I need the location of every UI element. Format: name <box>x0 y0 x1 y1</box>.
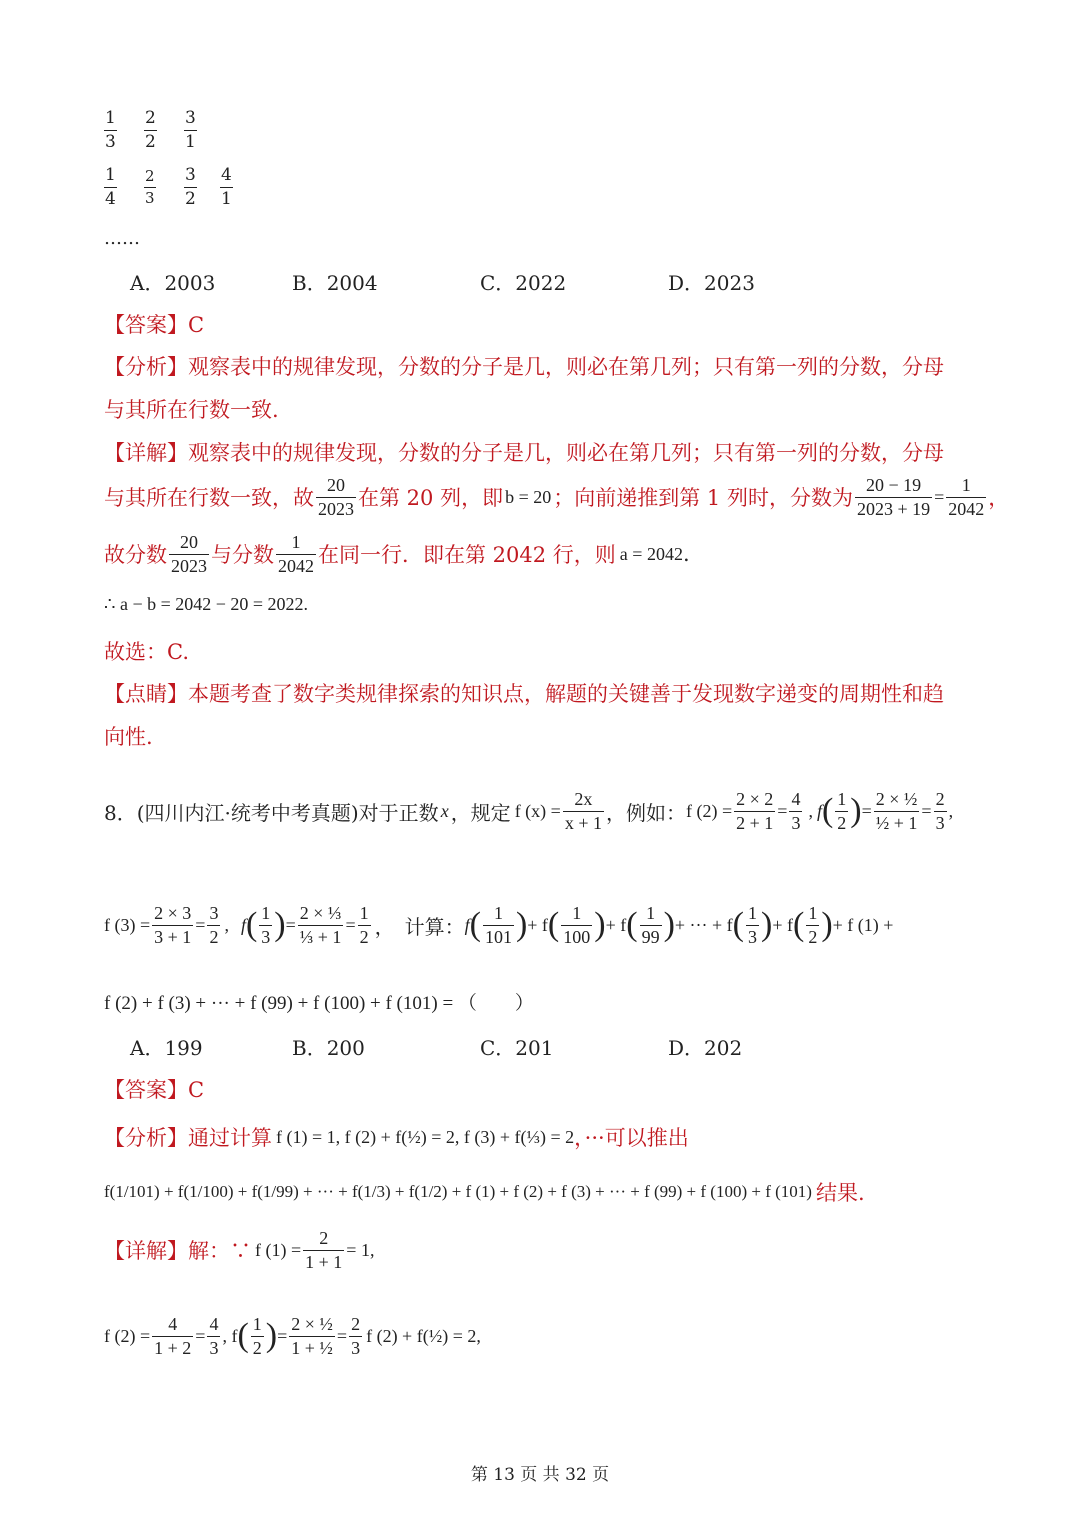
fraction-20-2023: 20 2023 <box>171 532 207 576</box>
option-c: C．201 <box>480 1036 554 1060</box>
equation: b = 20 <box>505 486 552 507</box>
q8-analysis <box>104 1112 689 1162</box>
table-fraction: 1 4 <box>105 165 116 209</box>
detail-text: 与其所在行数一致，故 <box>104 486 314 511</box>
fraction: $\frac{2 \times 2}{2 + 1}$ <box>736 788 774 833</box>
q7-comment-line2: 向性. <box>104 725 153 749</box>
detail-text: 与分数 <box>211 543 274 568</box>
detail-text: 观察表中的规律发现，分数的分子是几，则必在第几列；只有第一列的分数，分母 <box>188 441 944 465</box>
q7-analysis-line1 <box>104 351 944 381</box>
analysis-label: 【分析】 <box>104 355 188 379</box>
detail-label: 【详解】 <box>104 1239 188 1263</box>
table-fraction: 4 1 <box>221 165 232 209</box>
page-footer: 第 13 页 共 32 页 <box>470 1465 610 1485</box>
q8-detail-line2: f (2) = $\frac{4}{1 + 2}$ = $\frac{4}{3}$ , f ( 1 2 ) = $\frac{\text{2 × ½}}{\text{1 + ½}}$ = $\frac{2}{3}$ f (2) + f(½) = 2, <box>104 1313 481 1358</box>
equation: a = 2042 <box>619 543 683 564</box>
option-b: B．200 <box>292 1036 365 1060</box>
q7-detail-line2: 与其所在行数一致，故 20 2023 在第 20 列，即 b = 20 ；向前递推到第 1 列时，分数为 $\frac{20 - 19}{2023 + 19}$ = $\frac{1}{2042}$ ， <box>104 475 1010 519</box>
q8-stem: 8．(四川内江·统考中考真题)对于正数 x ，规定 f (x) = $\frac{2x}{x + 1}$ ，例如： f (2) = $\frac{2 \times 2}{2 + 1}$ = $\frac{4}{3}$ , f ( 1 2 ) = $\frac{\text{2 × ½}}{\text{½ + 1}}$ = $\frac{2}{3}$ , <box>104 788 954 833</box>
analysis-text: 观察表中的规律发现，分数的分子是几，则必在第几列；只有第一列的分数，分母 <box>188 355 944 379</box>
fraction: $\frac{4}{3}$ <box>791 788 801 833</box>
answer-label: 【答案】 <box>104 313 188 337</box>
q7-choose: 故选：C. <box>104 640 189 664</box>
question-number: 8．(四川内江·统考中考真题)对于正数 <box>104 800 439 825</box>
detail-label: 【详解】 <box>104 441 188 465</box>
fraction-diff: $\frac{20 - 19}{2023 + 19}$ <box>856 475 931 519</box>
fraction: $\frac{2}{3}$ <box>935 788 945 833</box>
q7-comment-line1 <box>104 678 944 708</box>
answer-value: C <box>188 1078 205 1102</box>
q7-detail-line3: 故分数 20 2023 与分数 1 2042 在同一行．即在第 2042 行，则 a = 2042 . <box>104 532 690 576</box>
option-b: B．2004 <box>292 271 378 295</box>
table-fraction: 1 3 <box>105 108 116 152</box>
fraction-1-2042: 1 2042 <box>278 532 314 576</box>
function-def: f (x) = <box>514 800 561 821</box>
option-a: A．199 <box>130 1036 203 1060</box>
answer-value: C <box>188 313 205 337</box>
detail-text: ；向前递推到第 1 列时，分数为 <box>553 486 853 511</box>
sum-expression: f(1/101) + f(1/100) + f(1/99) + ··· + f(1/3) + f(1/2) + f (1) + f (2) + f (3) + ··· + f (99) + f (100) + f (101) <box>104 1182 812 1201</box>
table-fraction: 3 1 <box>185 108 196 152</box>
ellipsis: …… <box>104 228 140 249</box>
analysis-text: ，···可以推出 <box>574 1126 689 1150</box>
q8-examples: f (3) = $\frac{2 \times 3}{3 + 1}$ = $\frac{3}{2}$ , f ( 1 3 ) = $\frac{\text{2 × ⅓}}{\text{⅓ + 1}}$ = $\frac{1}{2}$ ， 计算： f ( 1 101 ) + f ( 1 100 ) + f ( 1 99 ) + ··· + f ( 1 3 ) + f ( 1 2 ) + f (1) + <box>104 902 894 947</box>
q8-analysis-sum <box>104 1166 865 1218</box>
detail-text: 在同一行．即在第 2042 行，则 <box>318 543 616 568</box>
option-a: A．2003 <box>130 271 216 295</box>
analysis-result: 结果. <box>815 1181 865 1205</box>
analysis-text: 通过计算 <box>188 1126 272 1150</box>
q8-sum-line2: f (2) + f (3) + ··· + f (99) + f (100) + f (101) = （ ） <box>104 993 534 1014</box>
q7-answer <box>104 309 204 339</box>
fraction: $\frac{2x}{x + 1}$ <box>564 788 602 833</box>
table-fraction: 3 2 <box>185 165 196 209</box>
table-fraction: 2 2 <box>145 108 156 152</box>
analysis-label: 【分析】 <box>104 1126 188 1150</box>
analysis-expression: f (1) = 1, f (2) + f(½) = 2, f (3) + f(⅓) = 2 <box>276 1126 575 1147</box>
fraction-1-2042: $\frac{1}{2042}$ <box>948 475 985 519</box>
option-d: D．2023 <box>668 271 755 295</box>
detail-text: 解：∵ <box>188 1239 251 1263</box>
q8-detail-line1: 【详解】 解：∵ f (1) = $\frac{2}{1 + 1}$ = 1, <box>104 1227 375 1272</box>
q7-detail-line1 <box>104 437 944 467</box>
detail-text: 故分数 <box>104 543 167 568</box>
table-fraction: 2 3 <box>145 167 155 207</box>
q7-analysis-line2: 与其所在行数一致. <box>104 398 279 422</box>
comment-text: 本题考查了数字类规律探索的知识点，解题的关键善于发现数字递变的周期性和趋 <box>188 682 944 706</box>
option-d: D．202 <box>668 1036 743 1060</box>
answer-label: 【答案】 <box>104 1078 188 1102</box>
comment-label: 【点睛】 <box>104 682 188 706</box>
therefore-line: ∴ a − b = 2042 − 20 = 2022. <box>104 594 309 614</box>
q8-answer <box>104 1074 204 1104</box>
fraction-20-2023: 20 2023 <box>318 475 354 519</box>
calc-label: 计算： <box>404 914 465 939</box>
detail-text: 在第 20 列，即 <box>358 486 504 511</box>
variable: x <box>440 800 449 821</box>
option-c: C．2022 <box>480 271 567 295</box>
